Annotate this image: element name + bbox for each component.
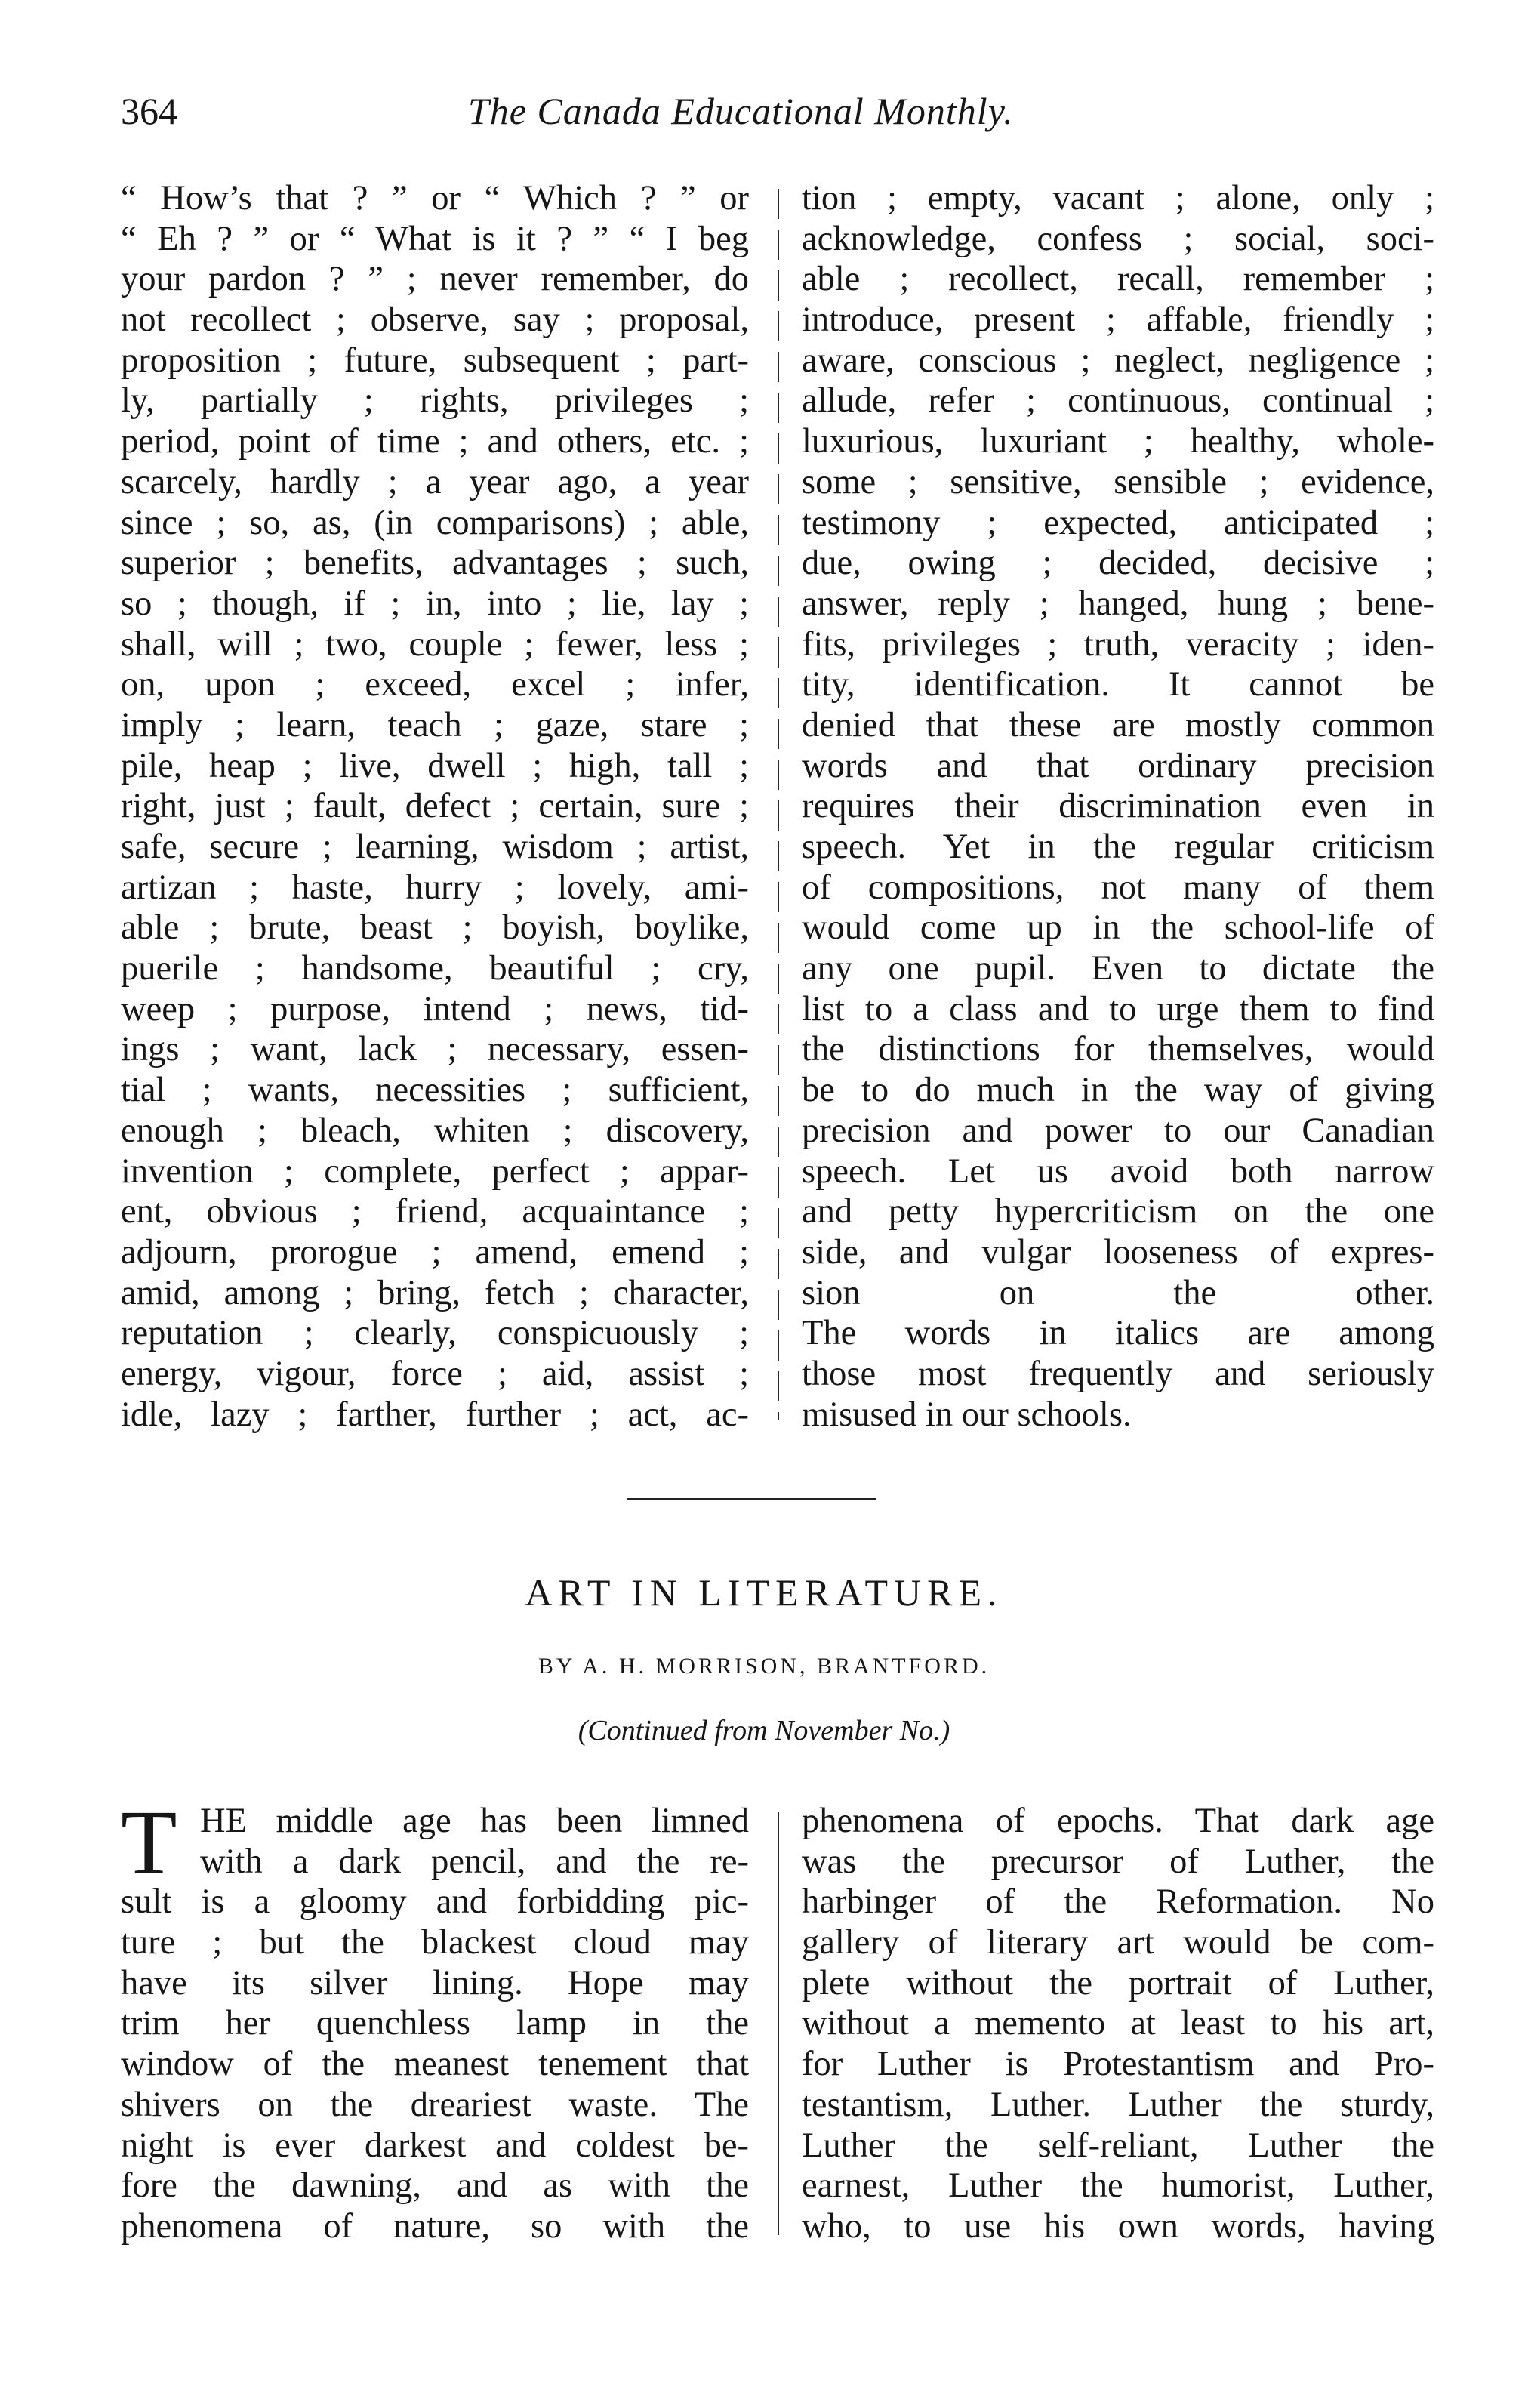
text-line: your pardon ? ” ; never remember, do (121, 260, 749, 299)
section-divider-rule (627, 1498, 876, 1500)
text-line: luxurious, luxuriant ; healthy, whole- (802, 422, 1434, 461)
lower-left-column (121, 1801, 749, 2247)
text-line: sion on the other. (802, 1273, 1434, 1312)
text-line: reputation ; clearly, conspicuously ; (121, 1314, 749, 1353)
text-line: speech. Let us avoid both narrow (802, 1152, 1434, 1191)
text-line: amid, among ; bring, fetch ; character, (121, 1273, 749, 1312)
text-line: imply ; learn, teach ; gaze, stare ; (121, 705, 749, 745)
text-line: superior ; benefits, advantages ; such, (121, 544, 749, 583)
upper-left-column (121, 178, 749, 1435)
text-line: “ Eh ? ” or “ What is it ? ” “ I beg (121, 219, 749, 258)
text-line: period, point of time ; and others, etc. ; (121, 422, 749, 461)
text-line: Luther the self-reliant, Luther the (802, 2126, 1434, 2165)
text-line: idle, lazy ; farther, further ; act, ac- (121, 1395, 749, 1434)
text-line: with a dark pencil, and the re- (200, 1842, 749, 1881)
text-line: fore the dawning, and as with the (121, 2166, 749, 2206)
text-line: earnest, Luther the humorist, Luther, (802, 2166, 1434, 2206)
text-line: not recollect ; observe, say ; proposal, (121, 301, 749, 340)
text-line: was the precursor of Luther, the (802, 1842, 1434, 1881)
text-line: aware, conscious ; neglect, negligence ; (802, 341, 1434, 380)
text-line: precision and power to our Canadian (802, 1111, 1434, 1150)
text-line: able ; brute, beast ; boyish, boylike, (121, 908, 749, 948)
lower-right-column (802, 1801, 1434, 2247)
text-line: tity, identification. It cannot be (802, 665, 1434, 705)
text-line: have its silver lining. Hope may (121, 1963, 749, 2003)
text-line: testimony ; expected, anticipated ; (802, 503, 1434, 542)
text-line: ture ; but the blackest cloud may (121, 1923, 749, 1962)
continued-note: (Continued from November No.) (578, 1715, 950, 1747)
text-line: sult is a gloomy and forbidding pic- (121, 1882, 749, 1922)
text-line: ings ; want, lack ; necessary, essen- (121, 1030, 749, 1069)
text-line: trim her quenchless lamp in the (121, 2004, 749, 2043)
article-byline: BY A. H. MORRISON, BRANTFORD. (538, 1654, 990, 1679)
text-line: those most frequently and seriously (802, 1354, 1434, 1393)
text-line: right, just ; fault, defect ; certain, sure ; (121, 787, 749, 826)
page-number: 364 (121, 90, 177, 132)
text-line: so ; though, if ; in, into ; lie, lay ; (121, 584, 749, 623)
text-line: allude, refer ; continuous, continual ; (802, 381, 1434, 421)
text-line: some ; sensitive, sensible ; evidence, (802, 462, 1434, 501)
text-line: night is ever darkest and coldest be- (121, 2126, 749, 2165)
text-line: scarcely, hardly ; a year ago, a year (121, 462, 749, 501)
text-line: side, and vulgar looseness of expres- (802, 1232, 1434, 1272)
text-line: phenomena of nature, so with the (121, 2206, 749, 2246)
text-line: words and that ordinary precision (802, 746, 1434, 785)
text-line: ent, obvious ; friend, acquaintance ; (121, 1192, 749, 1232)
text-line: enough ; bleach, whiten ; discovery, (121, 1111, 749, 1150)
text-line: energy, vigour, force ; aid, assist ; (121, 1354, 749, 1393)
article-title: ART IN LITERATURE. (525, 1571, 1003, 1614)
text-line: tion ; empty, vacant ; alone, only ; (802, 179, 1434, 217)
text-line: shall, will ; two, couple ; fewer, less ; (121, 624, 749, 664)
text-line: without a memento at least to his art, (802, 2004, 1434, 2043)
text-line: invention ; complete, perfect ; appar- (121, 1152, 749, 1191)
text-line: on, upon ; exceed, excel ; infer, (121, 665, 749, 705)
text-line: pile, heap ; live, dwell ; high, tall ; (121, 746, 749, 785)
text-line: requires their discrimination even in (802, 787, 1434, 826)
column-divider (778, 1812, 779, 2235)
text-line: shivers on the dreariest waste. The (121, 2085, 749, 2124)
text-line: since ; so, as, (in comparisons) ; able, (121, 503, 749, 542)
drop-cap: T (121, 1792, 177, 1894)
text-line: adjourn, prorogue ; amend, emend ; (121, 1232, 749, 1272)
text-line: would come up in the school-life of (802, 908, 1434, 948)
text-line: who, to use his own words, having (802, 2206, 1434, 2246)
text-line: plete without the portrait of Luther, (802, 1963, 1434, 2003)
text-line: gallery of literary art would be com- (802, 1923, 1434, 1962)
text-line: HE middle age has been limned (200, 1802, 749, 1840)
column-divider (778, 189, 779, 1420)
text-line: due, owing ; decided, decisive ; (802, 544, 1434, 583)
text-line: speech. Yet in the regular criticism (802, 828, 1434, 866)
text-line: the distinctions for themselves, would (802, 1030, 1434, 1069)
running-head: The Canada Educational Monthly. (468, 90, 1014, 132)
text-line: and petty hypercriticism on the one (802, 1192, 1434, 1232)
text-line: be to do much in the way of giving (802, 1071, 1434, 1110)
text-line: list to a class and to urge them to find (802, 989, 1434, 1028)
text-line: testantism, Luther. Luther the sturdy, (802, 2085, 1434, 2124)
text-line: artizan ; haste, hurry ; lovely, ami- (121, 868, 749, 907)
text-line: for Luther is Protestantism and Pro- (802, 2045, 1434, 2084)
text-line: acknowledge, confess ; social, soci- (802, 219, 1434, 258)
text-line: The words in italics are among (802, 1314, 1434, 1353)
text-line: of compositions, not many of them (802, 868, 1434, 907)
text-line: introduce, present ; affable, friendly ; (802, 301, 1434, 340)
text-line: puerile ; handsome, beautiful ; cry, (121, 949, 749, 988)
text-line: fits, privileges ; truth, veracity ; iden- (802, 624, 1434, 664)
text-line: misused in our schools. (802, 1395, 1132, 1434)
text-line: phenomena of epochs. That dark age (802, 1802, 1434, 1840)
text-line: ly, partially ; rights, privileges ; (121, 381, 749, 421)
text-line: denied that these are mostly common (802, 705, 1434, 745)
text-line: tial ; wants, necessities ; sufficient, (121, 1071, 749, 1110)
text-line: proposition ; future, subsequent ; part- (121, 341, 749, 380)
text-line: “ How’s that ? ” or “ Which ? ” or (121, 179, 749, 217)
text-line: answer, reply ; hanged, hung ; bene- (802, 584, 1434, 623)
text-line: weep ; purpose, intend ; news, tid- (121, 989, 749, 1028)
text-line: able ; recollect, recall, remember ; (802, 260, 1434, 299)
text-line: any one pupil. Even to dictate the (802, 949, 1434, 988)
text-line: window of the meanest tenement that (121, 2045, 749, 2084)
upper-right-column (802, 178, 1434, 1435)
text-line: harbinger of the Reformation. No (802, 1882, 1434, 1922)
text-line: safe, secure ; learning, wisdom ; artist, (121, 828, 749, 866)
